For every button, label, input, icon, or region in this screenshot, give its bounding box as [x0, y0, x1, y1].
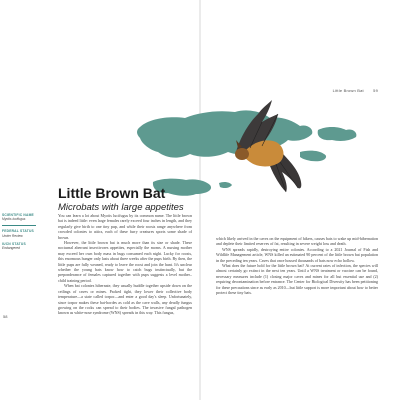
map-blob-right-2 [300, 151, 326, 162]
species-facts-sidebar [2, 213, 52, 254]
body-paragraph: However, the little brown bat is much more than its size or shade. These nocturnal aberrant insectivores appetites, especially the moms. A nursing mother may exceed her own body mass in bugs consumed each night. Lucky for roosts, this enormous hunger only lasts about three weeks after the pups birth. By then, the little pups are fully weaned, ready to leave the roost and join the hunt. It's unclear whether the young bats know how to catch bugs instinctually, but the preponderance of females captured together with pups suggests a level mother–child training period. [58, 240, 192, 283]
map-blob-right-1 [318, 127, 357, 141]
body-paragraph: What does the future hold for the little brown bat? At current rates of infection, the species will almost certainly go extinct in the next ten years. Until a WNS treatment or vaccine can be found, necessary measures include (1) closing major caves and mines for all but essential use and (2) requiring decontamination before entrance. The Center for Biological Diversity has been petitioning for these precautions since as early as 2010—but little support is more important about how to better protect these tiny bats. [216, 263, 378, 296]
fact-label: SCIENTIFIC NAME [2, 213, 34, 217]
fact-label: IUCN STATUS [2, 241, 26, 246]
fact-iucn-status [2, 242, 52, 250]
page-number-left: 58 [3, 314, 8, 319]
body-paragraph: When bat colonies hibernate, they usually huddle together upside down on the ceilings of caves or mines. Packed tight, they lower their collective body temperature—a state called torpor—and enter a good day's sleep. Unfortunately, since torpor makes these bat-hordes as cold as the cave walls, any deadly fungus growing on the rocks can spread to their bodies. The invasive fungal pathogen known as white-nose syndrome (WNS) spreads in this way. This fungus, [58, 283, 192, 316]
running-head [333, 88, 378, 93]
fact-label: FEDERAL STATUS [2, 229, 34, 234]
fact-value: Endangered [2, 246, 20, 251]
article-subtitle: Microbats with large appetites [58, 202, 184, 213]
bat-head [235, 148, 249, 160]
title-block [58, 186, 184, 213]
body-column-left [58, 213, 192, 316]
page-number-right: 59 [373, 88, 378, 93]
running-head-title: Little Brown Bat [332, 88, 364, 93]
body-paragraph: which likely arrived in the caves on the equipment of hikers, causes bats to wake up mid-hibernation and deplete their limited reserves of fat, resulting in severe weight loss and death. [216, 236, 378, 247]
fact-value: Myotis lucifugus [2, 217, 26, 222]
map-blob-main [137, 110, 312, 157]
body-column-right [216, 236, 378, 295]
fact-value: Under Review [2, 233, 23, 238]
body-paragraph: You can learn a lot about Myotis lucifugus by its common name. The little brown bat is indeed little: even large females rarely exceed four inches in length, and they regularly give birth to one tiny pup, and while their roosts range anywhere from crowded colonies to attics, each of these furry creatures sports some shade of brown. [58, 213, 192, 240]
article-title: Little Brown Bat [58, 185, 166, 201]
fact-federal-status [2, 229, 52, 237]
body-paragraph: WNS spreads rapidly, destroying entire colonies. According to a 2021 Journal of Fish and Wildlife Management article, WNS killed an estimated 90 percent of the little brown bat population in the preceding ten years. Caves that once housed thousands of bats now echo hollow. [216, 246, 378, 263]
fact-scientific-name [2, 213, 52, 221]
map-blob-small-right [219, 182, 232, 188]
sidebar-rule [2, 225, 36, 226]
